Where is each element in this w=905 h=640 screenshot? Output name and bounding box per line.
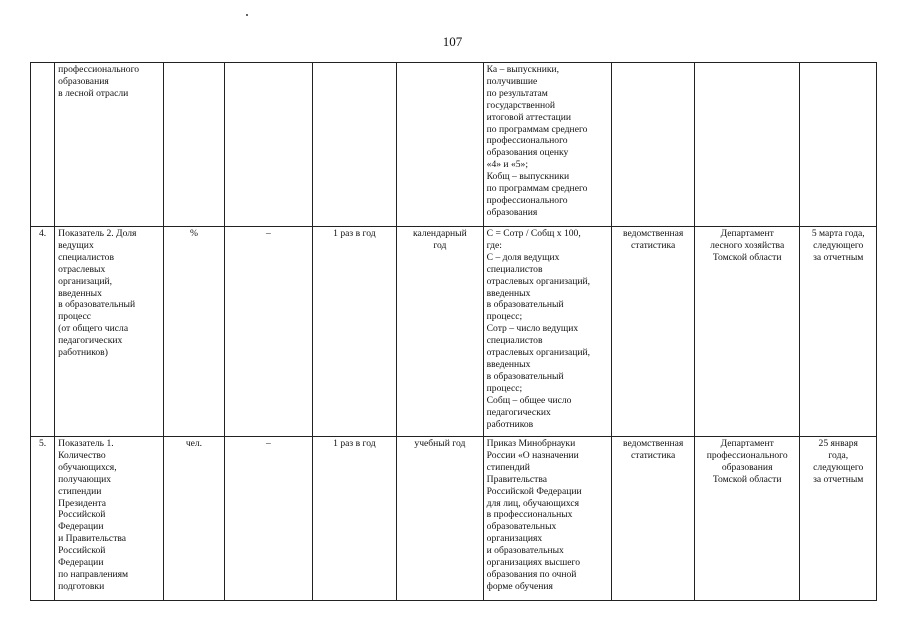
cell-text-line: обучающихся, — [58, 461, 117, 473]
cell-text-line: следующего — [813, 239, 864, 251]
cell-text-line: по направлениям — [58, 568, 129, 580]
frequency-cell — [312, 63, 396, 227]
cell-text: чел. — [185, 438, 203, 449]
cell-text-line: Показатель 1. — [58, 438, 114, 449]
cell-text-line: в образовательный — [486, 370, 564, 382]
indicator-name-cell — [55, 63, 164, 227]
cell-text-line: подготовки — [58, 580, 105, 592]
cell-text: – — [266, 438, 271, 449]
cell-text-line: Томской области — [712, 251, 782, 263]
cell-text-line: по результатам — [486, 87, 548, 99]
cell-text: 5. — [38, 438, 47, 449]
source-cell — [612, 63, 694, 227]
cell-text-line: за отчетным — [813, 473, 864, 485]
cell-text-line: Департамент — [720, 228, 774, 239]
cell-text-line: отраслевых — [58, 263, 106, 275]
cell-text-line: Количество — [58, 449, 106, 461]
page-number: 107 — [442, 34, 463, 49]
cell-text-line: следующего — [813, 461, 864, 473]
cell-text-line: год — [433, 239, 447, 251]
cell-text-line: образования — [486, 206, 538, 218]
cell-text-line: организаций, — [58, 275, 113, 287]
cell-text-line: введенных — [486, 287, 531, 299]
cell-text-line: Собщ – общее число — [486, 394, 572, 406]
cell-text-line: ведомственная — [622, 228, 684, 239]
cell-text-line: отраслевых организаций, — [486, 275, 591, 287]
cell-text-line: Федерации — [58, 557, 104, 569]
cell-text-line: Департамент — [720, 438, 774, 449]
cell-text-line: для лиц, обучающихся — [486, 497, 580, 509]
cell-text-line: Приказ Минобрнауки — [486, 438, 576, 449]
cell-text-line: Ка – выпускники, — [486, 64, 560, 75]
cell-text-line: введенных — [58, 287, 102, 299]
cell-text-line: специалистов — [486, 263, 543, 275]
cell-text-line: Российской — [58, 545, 106, 557]
cell-text-line: государственной — [486, 99, 556, 111]
cell-text: % — [189, 228, 198, 239]
cell-text-line: по программам среднего — [486, 123, 588, 135]
cell-text-line: статистика — [631, 449, 676, 461]
cell-text-line: России «О назначении — [486, 449, 579, 461]
cell-text-line: стипендий — [486, 461, 530, 473]
dash-cell — [225, 227, 313, 437]
cell-text-line: педагогических — [486, 406, 551, 418]
indicator-name-cell — [55, 437, 164, 601]
cell-text-line: педагогических — [58, 335, 123, 347]
cell-text-line: Правительства — [486, 473, 548, 485]
source-cell — [612, 437, 694, 601]
cell-text-line: в образовательный — [486, 299, 564, 311]
cell-text-line: С – доля ведущих — [486, 251, 560, 263]
deadline-cell — [800, 63, 877, 227]
cell-text: 1 раз в год — [333, 228, 376, 239]
unit-cell — [163, 227, 224, 437]
cell-text-line: стипендии — [58, 485, 102, 497]
cell-text-line: профессионального — [58, 64, 140, 75]
formula-cell — [483, 437, 612, 601]
cell-text: – — [266, 228, 271, 239]
cell-text-line: процесс; — [486, 311, 523, 323]
cell-text-line: форме обучения — [486, 580, 553, 592]
cell-text-line: специалистов — [486, 335, 543, 347]
cell-text-line: введенных — [486, 358, 531, 370]
cell-text-line: Сотр – число ведущих — [486, 323, 579, 335]
frequency-cell — [312, 227, 396, 437]
cell-text-line: образования по очной — [486, 568, 577, 580]
cell-text-line: организациях — [486, 533, 543, 545]
formula-cell — [483, 227, 612, 437]
cell-text-line: ведомственная — [622, 438, 684, 449]
cell-text-line: года, — [828, 449, 849, 461]
unit-cell — [163, 63, 224, 227]
row-number-cell — [31, 227, 55, 437]
period-cell — [397, 63, 484, 227]
cell-text-line: в лесной отрасли — [58, 87, 129, 99]
deadline-cell — [800, 227, 877, 437]
cell-text-line: образования — [58, 75, 109, 87]
cell-text-line: Показатель 2. Доля — [58, 228, 137, 239]
deadline-cell — [800, 437, 877, 601]
cell-text-line: процесс; — [486, 382, 523, 394]
cell-text-line: 5 марта года, — [811, 228, 865, 239]
cell-text-line: итоговой аттестации — [486, 111, 572, 123]
cell-text-line: лесного хозяйства — [710, 239, 785, 251]
cell-text-line: 25 января — [818, 438, 858, 449]
indicator-table — [30, 62, 877, 601]
scan-speck — [246, 14, 248, 16]
cell-text-line: в образовательный — [58, 299, 136, 311]
dash-cell — [225, 63, 313, 227]
cell-text-line: профессионального — [486, 194, 568, 206]
cell-text-line: Кобщ – выпускники — [486, 171, 570, 183]
cell-text-line: ведущих — [58, 239, 94, 251]
cell-text-line: статистика — [631, 239, 676, 251]
cell-text-line: в профессиональных — [486, 509, 573, 521]
unit-cell — [163, 437, 224, 601]
cell-text-line: (от общего числа — [58, 323, 129, 335]
row-number-cell — [31, 63, 55, 227]
responsible-cell — [694, 63, 800, 227]
cell-text-line: образования — [721, 461, 773, 473]
responsible-cell — [694, 227, 800, 437]
cell-text-line: работников) — [58, 347, 108, 359]
cell-text-line: и образовательных — [486, 545, 564, 557]
frequency-cell — [312, 437, 396, 601]
table-row — [31, 437, 877, 601]
cell-text-line: получающих — [58, 473, 112, 485]
table-row — [31, 63, 877, 227]
cell-text-line: Федерации — [58, 521, 104, 533]
cell-text-line: за отчетным — [813, 251, 864, 263]
cell-text-line: по программам среднего — [486, 183, 588, 195]
cell-text-line: процесс — [58, 311, 92, 323]
cell-text-line: профессионального — [486, 135, 568, 147]
cell-text-line: образования оценку — [486, 147, 569, 159]
cell-text-line: организациях высшего — [486, 557, 580, 569]
cell-text-line: Томской области — [712, 473, 782, 485]
cell-text-line: где: — [486, 239, 502, 251]
cell-text-line: получившие — [486, 75, 538, 87]
period-cell — [397, 437, 484, 601]
cell-text-line: профессионального — [706, 449, 788, 461]
cell-text-line: С = Сотр / Собщ х 100, — [486, 228, 581, 239]
cell-text-line: Российской Федерации — [486, 485, 582, 497]
cell-text-line: Президента — [58, 497, 107, 509]
cell-text: 1 раз в год — [333, 438, 376, 449]
cell-text-line: отраслевых организаций, — [486, 347, 591, 359]
source-cell — [612, 227, 694, 437]
cell-text-line: работников — [486, 418, 534, 430]
cell-text-line: Российской — [58, 509, 106, 521]
cell-text-line: образовательных — [486, 521, 557, 533]
indicator-name-cell — [55, 227, 164, 437]
responsible-cell — [694, 437, 800, 601]
cell-text-line: учебный год — [414, 438, 466, 449]
table-row — [31, 227, 877, 437]
formula-cell — [483, 63, 612, 227]
row-number-cell — [31, 437, 55, 601]
dash-cell — [225, 437, 313, 601]
cell-text-line: календарный — [413, 228, 467, 239]
cell-text-line: и Правительства — [58, 533, 127, 545]
period-cell — [397, 227, 484, 437]
cell-text-line: специалистов — [58, 251, 114, 263]
cell-text-line: «4» и «5»; — [486, 159, 529, 171]
cell-text: 4. — [38, 228, 47, 239]
